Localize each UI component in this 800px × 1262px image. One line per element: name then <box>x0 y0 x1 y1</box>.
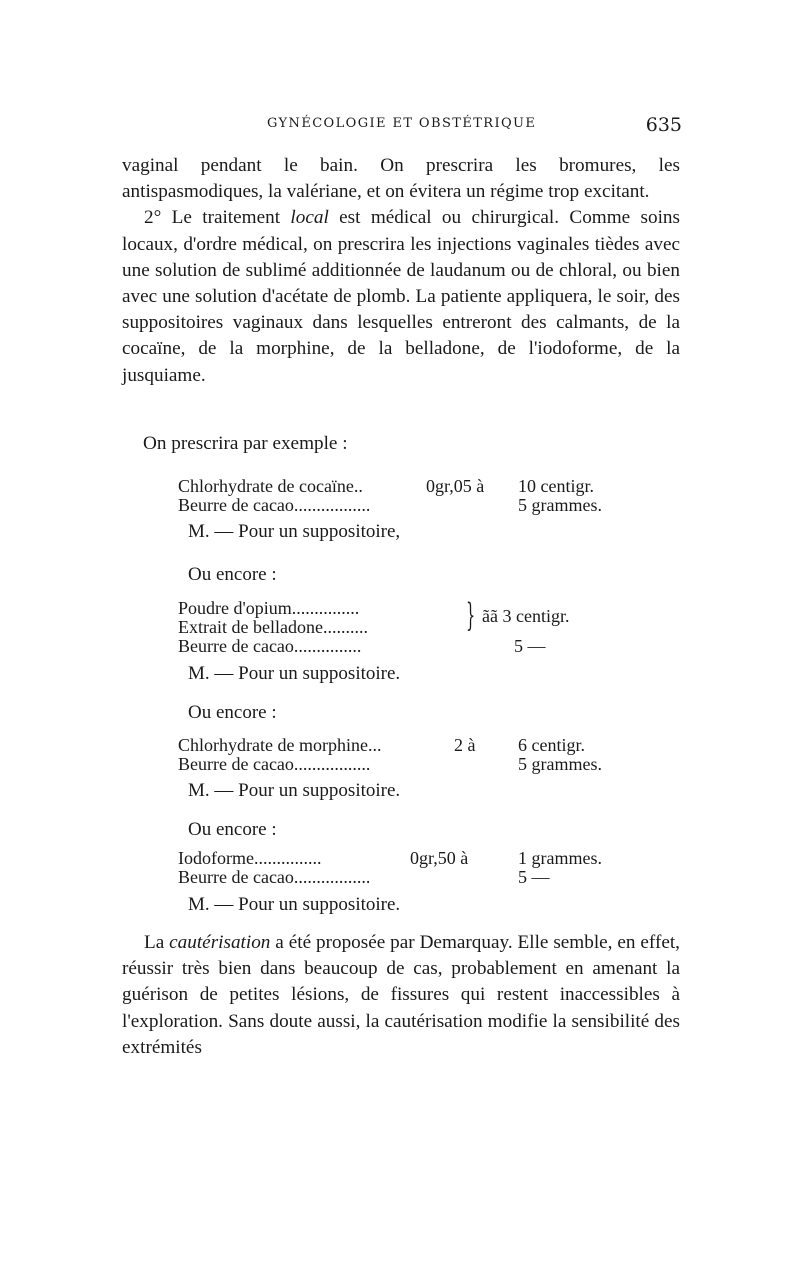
brace-glyph: } <box>466 596 476 634</box>
formula-2-note: M. — Pour un suppositoire. <box>188 663 401 684</box>
formula-4-intro: Ou encore : <box>188 819 277 840</box>
dose: 6 centigr. <box>518 735 585 755</box>
paragraph-final-emphasis: cautérisation <box>169 932 271 953</box>
ingredient: Extrait de belladone.......... <box>178 617 368 637</box>
ingredient: Beurre de cacao................. <box>178 867 371 887</box>
ingredient: Chlorhydrate de morphine... <box>178 735 382 755</box>
formula-row <box>178 636 638 655</box>
ingredient: Chlorhydrate de cocaïne.. <box>178 476 363 496</box>
paragraph-2 <box>122 205 680 388</box>
ingredient: Beurre de cacao............... <box>178 636 362 656</box>
dose: 5 grammes. <box>518 754 602 774</box>
formula-1-note: M. — Pour un suppositoire, <box>188 521 401 542</box>
formula-2 <box>178 598 638 655</box>
paragraph-2-emphasis: local <box>290 207 329 229</box>
dose: 5 — <box>514 636 546 656</box>
dose: 10 centigr. <box>518 476 594 496</box>
ingredient: Beurre de cacao................. <box>178 495 371 515</box>
formula-1 <box>178 476 638 514</box>
dose: 1 grammes. <box>518 848 602 868</box>
formula-2-intro: Ou encore : <box>188 564 277 585</box>
paragraph-cauterisation <box>122 930 680 1061</box>
ingredient: Beurre de cacao................. <box>178 754 371 774</box>
paragraph-2-start: 2° Le traitement <box>144 207 291 229</box>
dose: 5 grammes. <box>518 495 602 515</box>
formula-row <box>178 848 638 867</box>
page-number: 635 <box>645 114 682 136</box>
formula-row <box>178 754 638 773</box>
paragraph-continuation <box>122 153 680 389</box>
paragraph-final-rest: a été proposée par Demarquay. Elle semble, en effet, réussir très bien dans beaucoup de cas, probablement en amenant la guérison de petites lésions, de fissures qui restent inaccessibles à l'exploration. Sans doute aussi, la cautérisation modifie la sensibilité des extrémités <box>122 932 680 1058</box>
quantity: 0gr,05 à <box>426 476 485 496</box>
prescription-lead: On prescrira par exemple : <box>143 433 348 454</box>
formula-3-note: M. — Pour un suppositoire. <box>188 780 401 801</box>
ingredient: Iodoforme............... <box>178 848 322 868</box>
formula-4 <box>178 848 638 886</box>
formula-row <box>178 867 638 886</box>
running-title: GYNÉCOLOGIE ET OBSTÉTRIQUE <box>267 116 537 131</box>
paragraph-final <box>122 930 680 1061</box>
paragraph-final-start: La <box>144 932 170 953</box>
quantity: 2 à <box>454 735 476 755</box>
ingredient: Poudre d'opium............... <box>178 598 360 618</box>
quantity: 0gr,50 à <box>410 848 469 868</box>
dose: 5 — <box>518 867 550 887</box>
formula-row <box>178 476 638 495</box>
shared-dose: ãã 3 centigr. <box>482 606 570 626</box>
formula-row <box>178 735 638 754</box>
paragraph-2-rest: est médical ou chirurgical. Comme soins locaux, d'ordre médical, on prescrira les injections vaginales tièdes avec une solution de sublimé additionnée de laudanum ou de chloral, ou bien avec une solution d'acétate de plomb. La patiente appliquera, le soir, des suppositoires vaginaux dans lesquelles entreront des calmants, de la cocaïne, de la morphine, de la belladone, de l'iodoforme, de la jusquiame. <box>122 207 680 386</box>
formula-3 <box>178 735 638 773</box>
running-head <box>122 116 682 138</box>
paragraph-1: vaginal pendant le bain. On prescrira les bromures, les antispasmodiques, la valériane, et on évitera un régime trop excitant. <box>122 155 680 203</box>
formula-4-note: M. — Pour un suppositoire. <box>188 894 401 915</box>
formula-3-intro: Ou encore : <box>188 702 277 723</box>
formula-row <box>178 495 638 514</box>
